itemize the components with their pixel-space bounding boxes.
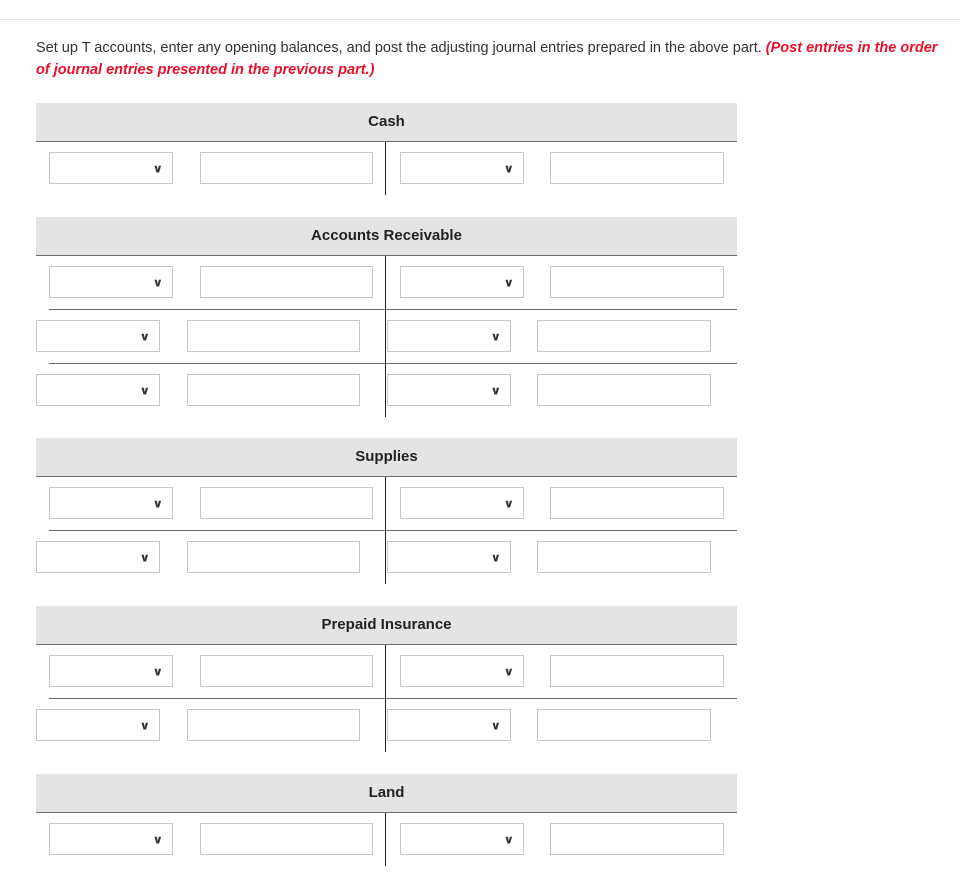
- credit-amount-input[interactable]: [537, 374, 711, 406]
- chevron-down-icon: ∨: [139, 383, 150, 398]
- t-account-divider: [385, 813, 386, 866]
- t-account-divider: [385, 142, 386, 195]
- t-account-row: [36, 256, 737, 309]
- t-account-row: [49, 530, 737, 584]
- t-account-row: [36, 645, 737, 698]
- t-account-body: [36, 142, 737, 195]
- debit-account-select[interactable]: [36, 709, 160, 741]
- chevron-down-icon: ∨: [503, 161, 514, 176]
- credit-account-select[interactable]: [400, 655, 524, 687]
- instructions: [36, 37, 941, 81]
- t-account-body: [36, 813, 737, 866]
- t-account-body: [36, 477, 737, 584]
- debit-account-select[interactable]: [49, 487, 173, 519]
- chevron-down-icon: ∨: [152, 161, 163, 176]
- t-account-row: [49, 698, 737, 752]
- t-account-body: [36, 256, 737, 417]
- t-account-title: Cash: [36, 103, 737, 142]
- t-account-body: [36, 645, 737, 752]
- t-account-row: [36, 813, 737, 866]
- credit-account-select[interactable]: [387, 541, 511, 573]
- chevron-down-icon: ∨: [503, 832, 514, 847]
- credit-amount-input[interactable]: [550, 152, 724, 184]
- chevron-down-icon: ∨: [503, 664, 514, 679]
- debit-account-select[interactable]: [36, 374, 160, 406]
- debit-account-select[interactable]: [36, 541, 160, 573]
- credit-account-select[interactable]: [387, 374, 511, 406]
- debit-account-select[interactable]: [49, 266, 173, 298]
- t-account-divider: [385, 256, 386, 417]
- credit-amount-input[interactable]: [550, 655, 724, 687]
- chevron-down-icon: ∨: [152, 664, 163, 679]
- t-account-title: Supplies: [36, 438, 737, 477]
- chevron-down-icon: ∨: [139, 550, 150, 565]
- debit-amount-input[interactable]: [187, 541, 360, 573]
- chevron-down-icon: ∨: [139, 329, 150, 344]
- credit-amount-input[interactable]: [537, 320, 711, 352]
- debit-amount-input[interactable]: [200, 152, 373, 184]
- debit-amount-input[interactable]: [187, 709, 360, 741]
- debit-amount-input[interactable]: [200, 823, 373, 855]
- debit-account-select[interactable]: [49, 152, 173, 184]
- debit-account-select[interactable]: [49, 655, 173, 687]
- t-account: [36, 774, 737, 866]
- instructions-note: (Post entries in the order of journal entries presented in the previous part.): [36, 40, 938, 78]
- credit-account-select[interactable]: [400, 266, 524, 298]
- credit-amount-input[interactable]: [537, 541, 711, 573]
- t-account-row: [49, 309, 737, 363]
- credit-account-select[interactable]: [400, 152, 524, 184]
- chevron-down-icon: ∨: [490, 383, 501, 398]
- chevron-down-icon: ∨: [490, 329, 501, 344]
- debit-amount-input[interactable]: [200, 655, 373, 687]
- debit-account-select[interactable]: [49, 823, 173, 855]
- debit-amount-input[interactable]: [200, 487, 373, 519]
- t-account-title: Prepaid Insurance: [36, 606, 737, 645]
- chevron-down-icon: ∨: [490, 550, 501, 565]
- instructions-text: Set up T accounts, enter any opening balances, and post the adjusting journal entries prepared in the above part.: [36, 40, 762, 56]
- chevron-down-icon: ∨: [503, 496, 514, 511]
- chevron-down-icon: ∨: [152, 832, 163, 847]
- chevron-down-icon: ∨: [139, 718, 150, 733]
- t-account-title: Land: [36, 774, 737, 813]
- debit-amount-input[interactable]: [187, 374, 360, 406]
- t-account-row: [36, 477, 737, 530]
- credit-amount-input[interactable]: [550, 823, 724, 855]
- credit-account-select[interactable]: [400, 823, 524, 855]
- chevron-down-icon: ∨: [503, 275, 514, 290]
- t-account: [36, 217, 737, 417]
- debit-amount-input[interactable]: [200, 266, 373, 298]
- credit-account-select[interactable]: [387, 709, 511, 741]
- t-account: [36, 103, 737, 195]
- t-account-title: Accounts Receivable: [36, 217, 737, 256]
- debit-account-select[interactable]: [36, 320, 160, 352]
- credit-amount-input[interactable]: [550, 266, 724, 298]
- t-account: [36, 606, 737, 752]
- chevron-down-icon: ∨: [152, 496, 163, 511]
- t-account-row: [49, 363, 737, 417]
- credit-account-select[interactable]: [400, 487, 524, 519]
- credit-account-select[interactable]: [387, 320, 511, 352]
- t-account: [36, 438, 737, 584]
- debit-amount-input[interactable]: [187, 320, 360, 352]
- chevron-down-icon: ∨: [490, 718, 501, 733]
- chevron-down-icon: ∨: [152, 275, 163, 290]
- credit-amount-input[interactable]: [537, 709, 711, 741]
- credit-amount-input[interactable]: [550, 487, 724, 519]
- t-account-divider: [385, 477, 386, 584]
- top-divider: [0, 19, 960, 20]
- t-account-row: [36, 142, 737, 195]
- t-account-divider: [385, 645, 386, 752]
